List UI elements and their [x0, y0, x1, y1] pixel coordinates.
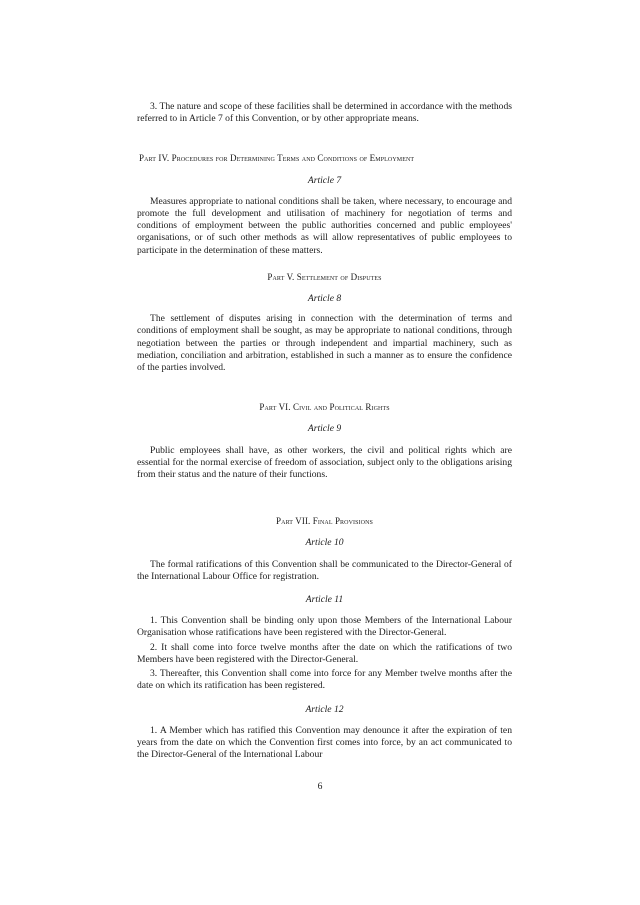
article-12-title: Article 12 [305, 703, 344, 715]
article-11-paragraph-2: 2. It shall come into force twelve months after the date on which the ratifications of two Members have been registered with the Director-General. [137, 641, 512, 665]
article-9-text: Public employees shall have, as other workers, the civil and political rights which are essential for the normal exercise of freedom of association, subject only to the obligations arising from their status and the nature of their functions. [137, 444, 512, 481]
article-12-paragraph-1: 1. A Member which has ratified this Convention may denounce it after the expiration of ten years from the date on which the Convention first comes into force, by an act communicated to the Director-General of the International Labour [137, 724, 512, 761]
intro-paragraph: 3. The nature and scope of these facilities shall be determined in accordance with the methods referred to in Article 7 of this Convention, or by other appropriate means. [137, 101, 512, 125]
article-7-text: Measures appropriate to national conditions shall be taken, where necessary, to encourage and promote the full development and utilisation of machinery for negotiation of terms and conditions of employment between the public authorities concerned and public employees' organisations, or of such other methods as will allow representatives of public employees to participate in the determination of these matters. [137, 195, 512, 256]
page-number: 6 [317, 781, 323, 792]
article-10-text: The formal ratifications of this Convention shall be communicated to the Director-General of the International Labour Office for registration. [137, 558, 512, 582]
part-5-heading: Part V. Settlement of Disputes [267, 271, 382, 282]
article-11-paragraph-1: 1. This Convention shall be binding only upon those Members of the International Labour Organisation whose ratifications have been registered with the Director-General. [137, 615, 512, 639]
page-content [137, 101, 512, 761]
article-11-title: Article 11 [305, 594, 344, 606]
article-11-paragraph-3: 3. Thereafter, this Convention shall come into force for any Member twelve months after the date on which its ratification has been registered. [137, 668, 512, 692]
part-7-heading: Part VII. Final Provisions [276, 516, 373, 527]
part-6-heading: Part VI. Civil and Political Rights [259, 402, 390, 413]
part-4-heading: Part IV. Procedures for Determining Terms and Conditions of Employment [139, 153, 415, 164]
article-8-title: Article 8 [307, 293, 342, 305]
article-9-title: Article 9 [307, 423, 342, 435]
article-10-title: Article 10 [305, 537, 344, 549]
article-7-title: Article 7 [307, 174, 342, 186]
article-8-text: The settlement of disputes arising in connection with the determination of terms and conditions of employment shall be sought, as may be appropriate to national conditions, through negotiation between the parties or through independent and impartial machinery, such as mediation, conciliation and arbitration, established in such a manner as to ensure the confidence of the parties involved. [137, 313, 512, 374]
